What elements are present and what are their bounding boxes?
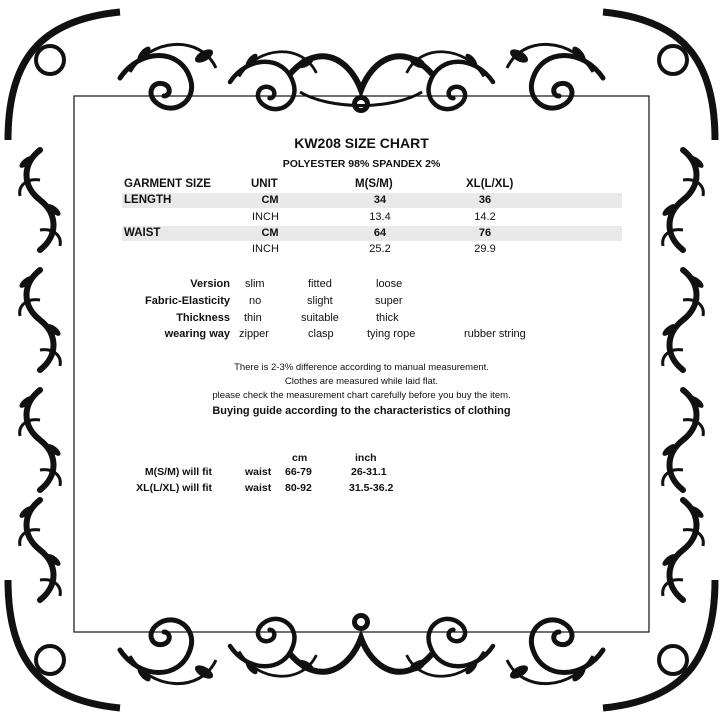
fit-range-inch: 26-31.1: [351, 466, 387, 478]
cell-waist-xl-cm: 76: [478, 227, 492, 239]
row-unit: INCH: [252, 211, 279, 223]
header-garment-size: GARMENT SIZE: [124, 178, 211, 190]
attribute-label-version: Version: [190, 278, 230, 290]
row-unit: CM: [261, 227, 279, 239]
header-unit: UNIT: [251, 178, 278, 190]
note-check-chart: please check the measurement chart carefully before you buy the item.: [212, 390, 511, 401]
cell-length-m-cm: 34: [373, 194, 387, 206]
attribute-value: slight: [307, 295, 333, 307]
attribute-value: clasp: [308, 328, 334, 340]
attribute-label-wearing-way: wearing way: [164, 328, 230, 340]
material-composition: POLYESTER 98% SPANDEX 2%: [282, 158, 441, 170]
fit-size-label: XL(L/XL) will fit: [136, 482, 212, 494]
fit-range-cm: 66-79: [285, 466, 312, 478]
note-laid-flat: Clothes are measured while laid flat.: [284, 376, 439, 387]
cell-length-m-inch: 13.4: [369, 211, 391, 223]
cell-waist-m-inch: 25.2: [369, 243, 391, 255]
attribute-label-fabric-elasticity: Fabric-Elasticity: [145, 295, 230, 307]
attribute-value: thick: [376, 312, 399, 324]
note-measurement-difference: There is 2-3% difference according to manual measurement.: [234, 362, 489, 373]
fit-range-inch: 31.5-36.2: [349, 482, 394, 494]
fit-header-cm: cm: [292, 452, 308, 464]
attribute-value: super: [375, 295, 403, 307]
fit-range-cm: 80-92: [285, 482, 312, 494]
fit-part: waist: [245, 482, 272, 494]
chart-title: KW208 SIZE CHART: [294, 135, 429, 151]
attribute-value: slim: [245, 278, 265, 290]
attribute-label-thickness: Thickness: [176, 312, 230, 324]
row-label-waist: WAIST: [124, 227, 161, 239]
attribute-value: fitted: [308, 278, 332, 290]
cell-waist-m-cm: 64: [373, 227, 387, 239]
buying-guide-heading: Buying guide according to the characteristics of clothing: [212, 405, 511, 417]
attribute-value: no: [249, 295, 262, 307]
fit-header-inch: inch: [355, 452, 377, 464]
attribute-value: rubber string: [464, 328, 526, 340]
attribute-value: thin: [244, 312, 262, 324]
attribute-value: loose: [376, 278, 403, 290]
header-xl-size: XL(L/XL): [466, 178, 514, 190]
cell-waist-xl-inch: 29.9: [474, 243, 496, 255]
fit-size-label: M(S/M) will fit: [144, 466, 212, 478]
attribute-value: zipper: [239, 328, 269, 340]
header-m-size: M(S/M): [355, 178, 393, 190]
row-label-length: LENGTH: [124, 194, 172, 206]
cell-length-xl-inch: 14.2: [474, 211, 496, 223]
row-unit: INCH: [252, 243, 279, 255]
attribute-value: tying rope: [367, 328, 416, 340]
fit-part: waist: [245, 466, 272, 478]
row-unit: CM: [261, 194, 279, 206]
cell-length-xl-cm: 36: [478, 194, 492, 206]
attribute-value: suitable: [301, 312, 339, 324]
